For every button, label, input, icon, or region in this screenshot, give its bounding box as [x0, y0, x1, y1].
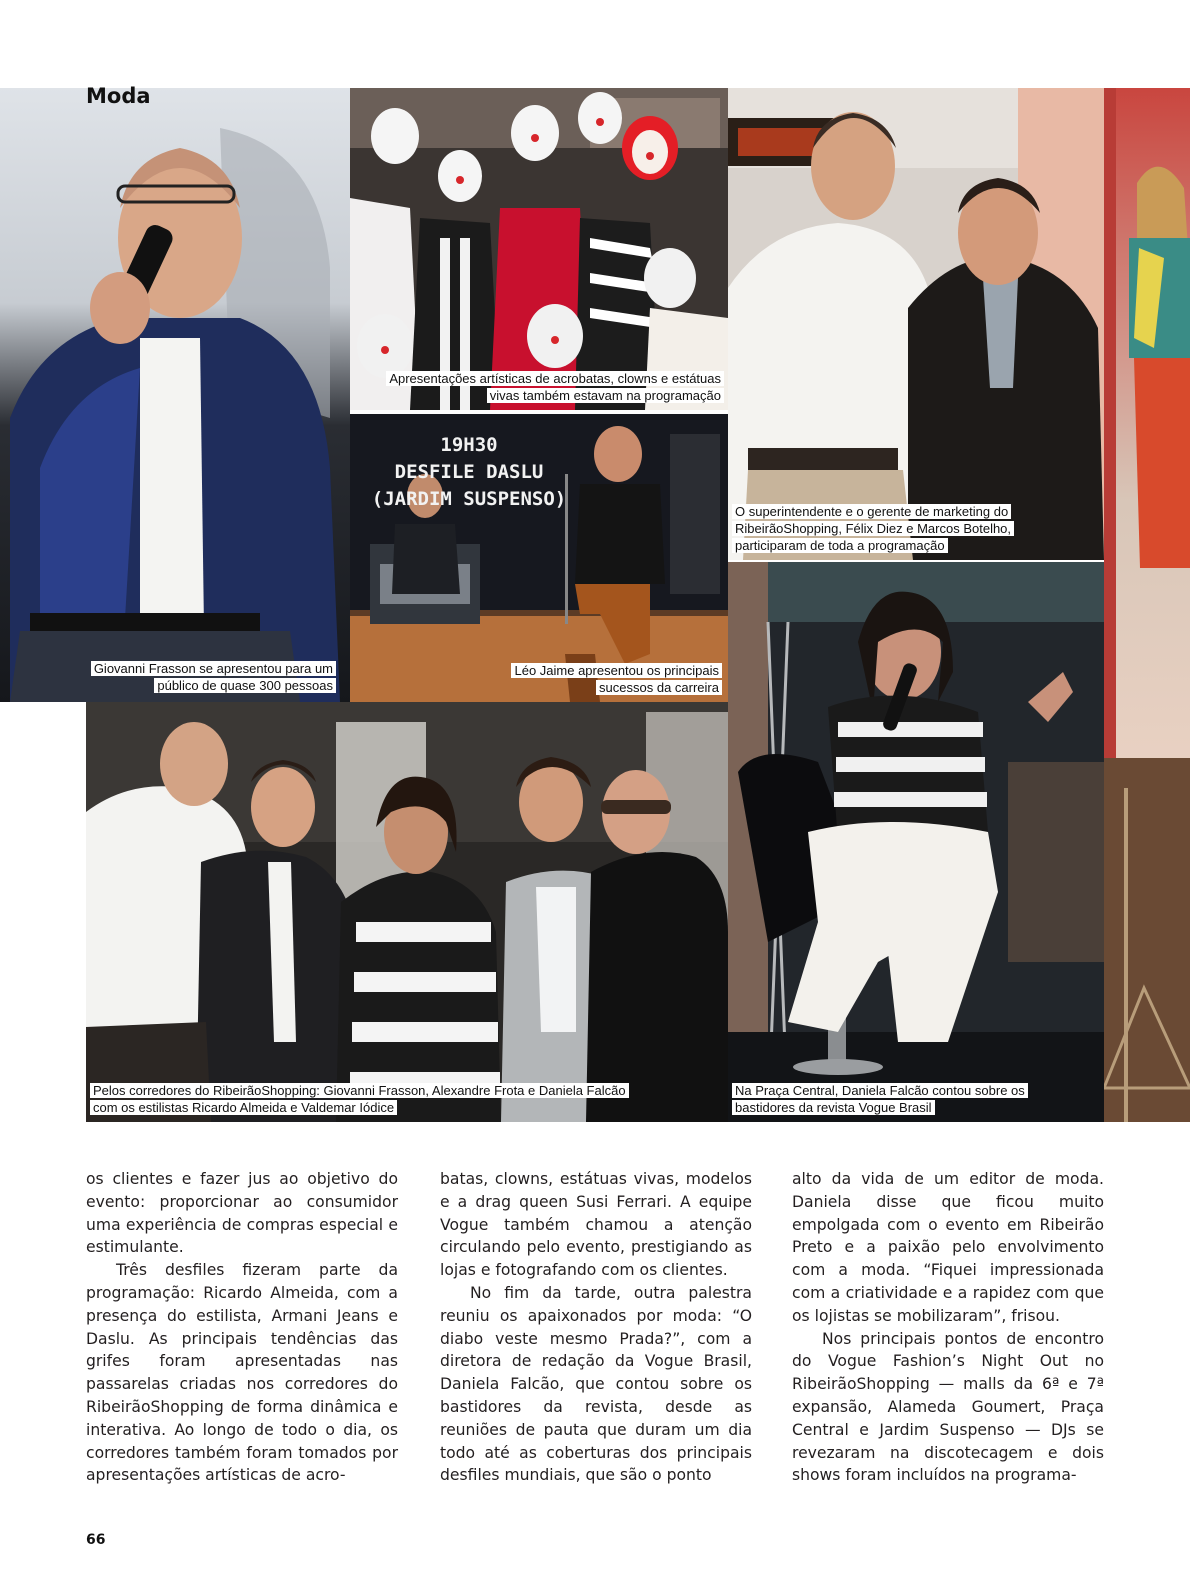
photo-caption-stage: Léo Jaime apresentou os principais sucessos da carreira [492, 662, 722, 696]
article-paragraph: Três desfiles fizeram parte da programação: Ricardo Almeida, com a presença do estilista, Armani Jeans e Daslu. As principais tendências das grifes foram apresentadas nas passarelas criadas nos corredores do RibeirãoShopping de forma dinâmica e interativa. Ao longo de todo o dia, os corredores também foram tomados por apresentações artísticas de acro- [86, 1261, 398, 1485]
stage-screen-location: (JARDIM SUSPENSO) [371, 488, 567, 510]
article-paragraph: alto da vida de um editor de moda. Daniela disse que ficou muito empolgada com o evento em Ribeirão Preto e a paixão pelo envolvimento com a moda. “Fiquei impressionada com a criatividade e a rapidez com que os lojistas se mobilizaram”, frisou. [792, 1170, 1104, 1325]
photo-runway-model [1104, 88, 1190, 1122]
article-paragraph: No fim da tarde, outra palestra reuniu os apaixonados por moda: “O diabo veste mesmo Prada?”, com a diretora de redação da Vogue Brasil, Daniela Falcão, que contou sobre os bastidores da revista, desde as reuniões de pauta que duram um dia todo até as coberturas dos principais desfiles mundiais, que são o ponto [440, 1283, 752, 1485]
stage-screen-text [364, 432, 574, 513]
page-number: 66 [86, 1532, 106, 1548]
photo-executives [728, 88, 1104, 560]
clowns-illustration [350, 88, 728, 410]
photo-clowns [350, 88, 728, 410]
executives-illustration [728, 88, 1104, 560]
photo-caption-group: Pelos corredores do RibeirãoShopping: Giovanni Frasson, Alexandre Frota e Daniela Falcão com os estilistas Ricardo Almeida e Valdemar Iódice [90, 1082, 630, 1116]
article-column-2 [440, 1168, 752, 1487]
photo-group [86, 702, 728, 1122]
photo-caption-talk: Na Praça Central, Daniela Falcão contou sobre os bastidores da revista Vogue Brasil [732, 1082, 1032, 1116]
stage-screen-title: DESFILE DASLU [394, 461, 544, 483]
article-paragraph: os clientes e fazer jus ao objetivo do evento: proporcionar ao consumidor uma experiência de compras especial e estimulante. [86, 1170, 398, 1257]
speaker-illustration [0, 88, 350, 702]
stage-screen-time: 19H30 [440, 434, 498, 456]
section-label: Moda [86, 84, 151, 108]
article-paragraph: Nos principais pontos de encontro do Vogue Fashion’s Night Out no RibeirãoShopping — malls da 6ª e 7ª expansão, Alameda Goumert, Praça Central e Jardim Suspenso — DJs se revezaram na discotecagem e dois shows foram incluídos na programa- [792, 1329, 1104, 1485]
photo-caption-executives: O superintendente e o gerente de marketing do RibeirãoShopping, Félix Diez e Marcos Botelho, participaram de toda a programação [732, 503, 1062, 554]
article-column-3 [792, 1168, 1104, 1487]
photo-talk [728, 562, 1104, 1122]
photo-stage-singer [350, 414, 728, 702]
runway-model-illustration [1104, 88, 1190, 1122]
article-paragraph: batas, clowns, estátuas vivas, modelos e a drag queen Susi Ferrari. A equipe Vogue também chamou a atenção circulando pelo evento, prestigiando as lojas e fotografando com os clientes. [440, 1170, 752, 1280]
talk-illustration [728, 562, 1104, 1122]
photo-caption-clowns: Apresentações artísticas de acrobatas, clowns e estátuas vivas também estavam na programação [379, 370, 724, 404]
article-column-1 [86, 1168, 398, 1487]
group-illustration [86, 702, 728, 1122]
photo-caption-speaker: Giovanni Frasson se apresentou para um público de quase 300 pessoas [66, 660, 336, 694]
photo-speaker [0, 88, 350, 702]
